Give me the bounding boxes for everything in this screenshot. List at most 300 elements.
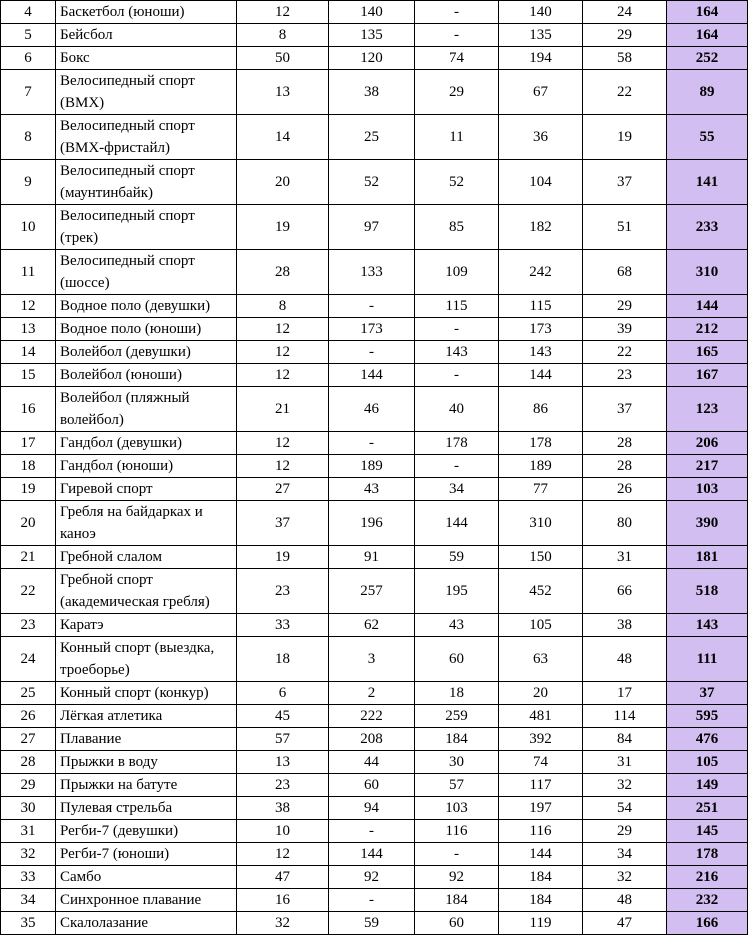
row-number: 21 xyxy=(1,546,56,569)
value-cell-5: 19 xyxy=(583,115,667,160)
value-cell-5: 54 xyxy=(583,797,667,820)
sport-name-line: Регби-7 (девушки) xyxy=(60,823,179,839)
sport-name-cell xyxy=(56,614,237,637)
value-cell-2: 97 xyxy=(329,205,415,250)
row-number: 33 xyxy=(1,866,56,889)
value-cell-3: 144 xyxy=(415,501,499,546)
value-cell-4: 184 xyxy=(499,889,583,912)
value-cell-1: 12 xyxy=(237,1,329,24)
value-cell-2: 43 xyxy=(329,478,415,501)
table-row xyxy=(1,160,748,205)
row-number: 6 xyxy=(1,47,56,70)
row-number: 17 xyxy=(1,432,56,455)
total-cell: 233 xyxy=(667,205,748,250)
table-row xyxy=(1,866,748,889)
value-cell-2: - xyxy=(329,432,415,455)
table-row xyxy=(1,47,748,70)
value-cell-3: 57 xyxy=(415,774,499,797)
sport-name-cell xyxy=(56,728,237,751)
value-cell-1: 10 xyxy=(237,820,329,843)
sport-name-line: Баскетбол (юноши) xyxy=(60,4,185,20)
total-cell: 141 xyxy=(667,160,748,205)
value-cell-3: 40 xyxy=(415,387,499,432)
total-cell: 164 xyxy=(667,1,748,24)
table-row xyxy=(1,1,748,24)
value-cell-5: 31 xyxy=(583,546,667,569)
sport-name-cell xyxy=(56,569,237,614)
value-cell-3: 29 xyxy=(415,70,499,115)
value-cell-2: 133 xyxy=(329,250,415,295)
sport-name-line: (трек) xyxy=(60,230,99,246)
value-cell-3: 184 xyxy=(415,728,499,751)
value-cell-1: 21 xyxy=(237,387,329,432)
value-cell-1: 12 xyxy=(237,455,329,478)
value-cell-3: - xyxy=(415,843,499,866)
table-row xyxy=(1,70,748,115)
total-cell: 149 xyxy=(667,774,748,797)
sport-name-line: Бокс xyxy=(60,50,90,66)
sport-name-cell xyxy=(56,637,237,682)
value-cell-4: 452 xyxy=(499,569,583,614)
table-row xyxy=(1,115,748,160)
row-number: 30 xyxy=(1,797,56,820)
value-cell-3: - xyxy=(415,318,499,341)
row-number: 22 xyxy=(1,569,56,614)
value-cell-4: 189 xyxy=(499,455,583,478)
value-cell-3: 34 xyxy=(415,478,499,501)
table-row xyxy=(1,728,748,751)
value-cell-4: 178 xyxy=(499,432,583,455)
sport-name-cell xyxy=(56,751,237,774)
row-number: 12 xyxy=(1,295,56,318)
sport-name-cell xyxy=(56,47,237,70)
sport-name-cell xyxy=(56,478,237,501)
total-cell: 390 xyxy=(667,501,748,546)
value-cell-5: 38 xyxy=(583,614,667,637)
row-number: 18 xyxy=(1,455,56,478)
value-cell-3: - xyxy=(415,364,499,387)
value-cell-4: 77 xyxy=(499,478,583,501)
sport-name-cell xyxy=(56,318,237,341)
sport-name-line: Гиревой спорт xyxy=(60,481,153,497)
row-number: 11 xyxy=(1,250,56,295)
value-cell-1: 14 xyxy=(237,115,329,160)
sport-name-line: Конный спорт (конкур) xyxy=(60,685,209,701)
sport-name-line: Велосипедный спорт xyxy=(60,208,195,224)
value-cell-3: 103 xyxy=(415,797,499,820)
value-cell-1: 12 xyxy=(237,843,329,866)
row-number: 25 xyxy=(1,682,56,705)
row-number: 28 xyxy=(1,751,56,774)
row-number: 13 xyxy=(1,318,56,341)
value-cell-2: 257 xyxy=(329,569,415,614)
total-cell: 252 xyxy=(667,47,748,70)
value-cell-5: 48 xyxy=(583,637,667,682)
row-number: 24 xyxy=(1,637,56,682)
value-cell-4: 242 xyxy=(499,250,583,295)
value-cell-1: 8 xyxy=(237,24,329,47)
value-cell-2: 60 xyxy=(329,774,415,797)
value-cell-4: 74 xyxy=(499,751,583,774)
sport-name-line: Самбо xyxy=(60,869,102,885)
sport-name-line: Волейбол (девушки) xyxy=(60,344,191,360)
row-number: 35 xyxy=(1,912,56,935)
value-cell-1: 8 xyxy=(237,295,329,318)
total-cell: 167 xyxy=(667,364,748,387)
value-cell-3: - xyxy=(415,455,499,478)
value-cell-3: 85 xyxy=(415,205,499,250)
value-cell-1: 13 xyxy=(237,70,329,115)
value-cell-2: 46 xyxy=(329,387,415,432)
table-row xyxy=(1,478,748,501)
value-cell-5: 37 xyxy=(583,160,667,205)
value-cell-5: 28 xyxy=(583,432,667,455)
value-cell-2: 62 xyxy=(329,614,415,637)
table-row xyxy=(1,705,748,728)
value-cell-1: 38 xyxy=(237,797,329,820)
sport-name-cell xyxy=(56,501,237,546)
sport-name-line: Синхронное плавание xyxy=(60,892,202,908)
value-cell-4: 105 xyxy=(499,614,583,637)
total-cell: 476 xyxy=(667,728,748,751)
table-row xyxy=(1,455,748,478)
value-cell-1: 12 xyxy=(237,341,329,364)
value-cell-2: 189 xyxy=(329,455,415,478)
value-cell-2: 144 xyxy=(329,364,415,387)
value-cell-2: 92 xyxy=(329,866,415,889)
value-cell-5: 47 xyxy=(583,912,667,935)
value-cell-3: 11 xyxy=(415,115,499,160)
value-cell-4: 140 xyxy=(499,1,583,24)
total-cell: 232 xyxy=(667,889,748,912)
sport-name-line: Гребля на байдарках и xyxy=(60,504,203,520)
total-cell: 595 xyxy=(667,705,748,728)
row-number: 20 xyxy=(1,501,56,546)
value-cell-2: - xyxy=(329,295,415,318)
value-cell-5: 34 xyxy=(583,843,667,866)
value-cell-1: 32 xyxy=(237,912,329,935)
sport-name-line: Гребной спорт xyxy=(60,572,153,588)
table-row xyxy=(1,318,748,341)
value-cell-4: 144 xyxy=(499,843,583,866)
value-cell-5: 32 xyxy=(583,774,667,797)
table-row xyxy=(1,24,748,47)
row-number: 15 xyxy=(1,364,56,387)
value-cell-4: 63 xyxy=(499,637,583,682)
value-cell-4: 119 xyxy=(499,912,583,935)
sport-name-line: (BMX-фристайл) xyxy=(60,140,170,156)
sport-name-line: Прыжки на батуте xyxy=(60,777,178,793)
value-cell-4: 115 xyxy=(499,295,583,318)
value-cell-4: 135 xyxy=(499,24,583,47)
table-row xyxy=(1,387,748,432)
value-cell-4: 182 xyxy=(499,205,583,250)
value-cell-4: 144 xyxy=(499,364,583,387)
value-cell-3: 74 xyxy=(415,47,499,70)
sport-name-line: (шоссе) xyxy=(60,275,110,291)
total-cell: 105 xyxy=(667,751,748,774)
value-cell-3: 184 xyxy=(415,889,499,912)
value-cell-1: 57 xyxy=(237,728,329,751)
total-cell: 518 xyxy=(667,569,748,614)
value-cell-4: 143 xyxy=(499,341,583,364)
table-row xyxy=(1,614,748,637)
value-cell-3: 259 xyxy=(415,705,499,728)
sport-name-line: Конный спорт (выездка, xyxy=(60,640,215,656)
value-cell-2: 144 xyxy=(329,843,415,866)
value-cell-4: 116 xyxy=(499,820,583,843)
table-row xyxy=(1,295,748,318)
value-cell-5: 58 xyxy=(583,47,667,70)
sport-name-cell xyxy=(56,295,237,318)
sport-name-line: (маунтинбайк) xyxy=(60,185,154,201)
value-cell-1: 18 xyxy=(237,637,329,682)
sport-name-line: Регби-7 (юноши) xyxy=(60,846,170,862)
total-cell: 111 xyxy=(667,637,748,682)
table-row xyxy=(1,820,748,843)
total-cell: 216 xyxy=(667,866,748,889)
sport-name-line: Водное поло (юноши) xyxy=(60,321,202,337)
sport-name-cell xyxy=(56,1,237,24)
value-cell-5: 22 xyxy=(583,70,667,115)
value-cell-3: 43 xyxy=(415,614,499,637)
sport-name-cell xyxy=(56,455,237,478)
value-cell-4: 310 xyxy=(499,501,583,546)
total-cell: 143 xyxy=(667,614,748,637)
total-cell: 164 xyxy=(667,24,748,47)
table-row xyxy=(1,341,748,364)
value-cell-4: 36 xyxy=(499,115,583,160)
row-number: 19 xyxy=(1,478,56,501)
value-cell-2: 52 xyxy=(329,160,415,205)
value-cell-5: 84 xyxy=(583,728,667,751)
sport-name-cell xyxy=(56,912,237,935)
value-cell-2: 38 xyxy=(329,70,415,115)
sport-name-cell xyxy=(56,682,237,705)
sport-name-line: Велосипедный спорт xyxy=(60,163,195,179)
sport-name-cell xyxy=(56,774,237,797)
sport-name-cell xyxy=(56,820,237,843)
sport-name-line: Гребной слалом xyxy=(60,549,162,565)
sport-name-line: Волейбол (пляжный xyxy=(60,390,190,406)
value-cell-4: 392 xyxy=(499,728,583,751)
value-cell-4: 67 xyxy=(499,70,583,115)
total-cell: 55 xyxy=(667,115,748,160)
total-cell: 212 xyxy=(667,318,748,341)
total-cell: 123 xyxy=(667,387,748,432)
value-cell-1: 12 xyxy=(237,364,329,387)
total-cell: 165 xyxy=(667,341,748,364)
total-cell: 144 xyxy=(667,295,748,318)
total-cell: 181 xyxy=(667,546,748,569)
value-cell-1: 20 xyxy=(237,160,329,205)
sport-name-cell xyxy=(56,546,237,569)
sport-name-line: Бейсбол xyxy=(60,27,113,43)
sport-name-cell xyxy=(56,889,237,912)
value-cell-5: 29 xyxy=(583,295,667,318)
value-cell-4: 150 xyxy=(499,546,583,569)
sport-name-cell xyxy=(56,205,237,250)
sport-name-cell xyxy=(56,797,237,820)
sport-name-cell xyxy=(56,250,237,295)
row-number: 31 xyxy=(1,820,56,843)
value-cell-5: 66 xyxy=(583,569,667,614)
value-cell-3: 178 xyxy=(415,432,499,455)
value-cell-5: 29 xyxy=(583,820,667,843)
value-cell-2: 3 xyxy=(329,637,415,682)
value-cell-4: 117 xyxy=(499,774,583,797)
sport-name-line: Велосипедный спорт xyxy=(60,73,195,89)
sport-name-line: Велосипедный спорт xyxy=(60,118,195,134)
table-row xyxy=(1,432,748,455)
sport-name-cell xyxy=(56,843,237,866)
sport-name-cell xyxy=(56,70,237,115)
table-row xyxy=(1,546,748,569)
row-number: 10 xyxy=(1,205,56,250)
sport-name-cell xyxy=(56,115,237,160)
value-cell-2: 25 xyxy=(329,115,415,160)
sport-name-line: (BMX) xyxy=(60,95,105,111)
total-cell: 145 xyxy=(667,820,748,843)
total-cell: 310 xyxy=(667,250,748,295)
value-cell-2: 94 xyxy=(329,797,415,820)
sport-name-line: Водное поло (девушки) xyxy=(60,298,211,314)
value-cell-1: 12 xyxy=(237,318,329,341)
value-cell-5: 17 xyxy=(583,682,667,705)
value-cell-4: 86 xyxy=(499,387,583,432)
total-cell: 206 xyxy=(667,432,748,455)
row-number: 27 xyxy=(1,728,56,751)
value-cell-4: 197 xyxy=(499,797,583,820)
row-number: 9 xyxy=(1,160,56,205)
sport-name-line: каноэ xyxy=(60,526,96,542)
value-cell-3: 115 xyxy=(415,295,499,318)
value-cell-3: - xyxy=(415,1,499,24)
value-cell-2: 135 xyxy=(329,24,415,47)
value-cell-1: 12 xyxy=(237,432,329,455)
sport-name-cell xyxy=(56,432,237,455)
value-cell-5: 31 xyxy=(583,751,667,774)
value-cell-5: 23 xyxy=(583,364,667,387)
sport-name-line: Волейбол (юноши) xyxy=(60,367,182,383)
sport-name-line: Прыжки в воду xyxy=(60,754,158,770)
total-cell: 37 xyxy=(667,682,748,705)
value-cell-3: 92 xyxy=(415,866,499,889)
value-cell-2: 59 xyxy=(329,912,415,935)
value-cell-1: 13 xyxy=(237,751,329,774)
sport-name-line: Велосипедный спорт xyxy=(60,253,195,269)
sport-name-line: Каратэ xyxy=(60,617,104,633)
row-number: 32 xyxy=(1,843,56,866)
value-cell-1: 19 xyxy=(237,205,329,250)
value-cell-3: 116 xyxy=(415,820,499,843)
table-row xyxy=(1,751,748,774)
row-number: 4 xyxy=(1,1,56,24)
value-cell-1: 47 xyxy=(237,866,329,889)
value-cell-1: 19 xyxy=(237,546,329,569)
value-cell-5: 28 xyxy=(583,455,667,478)
value-cell-5: 51 xyxy=(583,205,667,250)
sport-name-line: Плавание xyxy=(60,731,122,747)
table-row xyxy=(1,569,748,614)
value-cell-5: 29 xyxy=(583,24,667,47)
value-cell-2: 120 xyxy=(329,47,415,70)
table-row xyxy=(1,774,748,797)
row-number: 29 xyxy=(1,774,56,797)
table-row xyxy=(1,501,748,546)
value-cell-3: 60 xyxy=(415,637,499,682)
value-cell-3: 52 xyxy=(415,160,499,205)
value-cell-4: 104 xyxy=(499,160,583,205)
value-cell-2: 2 xyxy=(329,682,415,705)
value-cell-2: 196 xyxy=(329,501,415,546)
table-body xyxy=(1,1,748,935)
value-cell-2: 173 xyxy=(329,318,415,341)
value-cell-3: 109 xyxy=(415,250,499,295)
value-cell-3: 30 xyxy=(415,751,499,774)
value-cell-1: 27 xyxy=(237,478,329,501)
value-cell-1: 16 xyxy=(237,889,329,912)
row-number: 8 xyxy=(1,115,56,160)
table-row xyxy=(1,364,748,387)
value-cell-1: 23 xyxy=(237,774,329,797)
value-cell-5: 26 xyxy=(583,478,667,501)
value-cell-2: - xyxy=(329,889,415,912)
sport-name-line: Гандбол (юноши) xyxy=(60,458,174,474)
value-cell-2: 91 xyxy=(329,546,415,569)
value-cell-5: 114 xyxy=(583,705,667,728)
value-cell-2: - xyxy=(329,341,415,364)
table-row xyxy=(1,250,748,295)
row-number: 23 xyxy=(1,614,56,637)
total-cell: 166 xyxy=(667,912,748,935)
sport-name-cell xyxy=(56,341,237,364)
value-cell-4: 194 xyxy=(499,47,583,70)
total-cell: 103 xyxy=(667,478,748,501)
value-cell-5: 37 xyxy=(583,387,667,432)
value-cell-2: - xyxy=(329,820,415,843)
value-cell-2: 140 xyxy=(329,1,415,24)
table-row xyxy=(1,637,748,682)
total-cell: 178 xyxy=(667,843,748,866)
value-cell-5: 39 xyxy=(583,318,667,341)
value-cell-5: 68 xyxy=(583,250,667,295)
sport-name-cell xyxy=(56,364,237,387)
table-row xyxy=(1,682,748,705)
sport-name-line: троеборье) xyxy=(60,662,130,678)
total-cell: 217 xyxy=(667,455,748,478)
value-cell-3: 18 xyxy=(415,682,499,705)
row-number: 16 xyxy=(1,387,56,432)
row-number: 34 xyxy=(1,889,56,912)
value-cell-1: 33 xyxy=(237,614,329,637)
sport-name-cell xyxy=(56,24,237,47)
value-cell-3: 59 xyxy=(415,546,499,569)
value-cell-2: 44 xyxy=(329,751,415,774)
sport-name-line: волейбол) xyxy=(60,412,124,428)
value-cell-1: 50 xyxy=(237,47,329,70)
sport-name-cell xyxy=(56,387,237,432)
sport-name-cell xyxy=(56,705,237,728)
value-cell-5: 80 xyxy=(583,501,667,546)
sport-name-line: Лёгкая атлетика xyxy=(60,708,163,724)
value-cell-3: 143 xyxy=(415,341,499,364)
value-cell-3: 60 xyxy=(415,912,499,935)
row-number: 26 xyxy=(1,705,56,728)
value-cell-5: 32 xyxy=(583,866,667,889)
value-cell-3: - xyxy=(415,24,499,47)
row-number: 14 xyxy=(1,341,56,364)
